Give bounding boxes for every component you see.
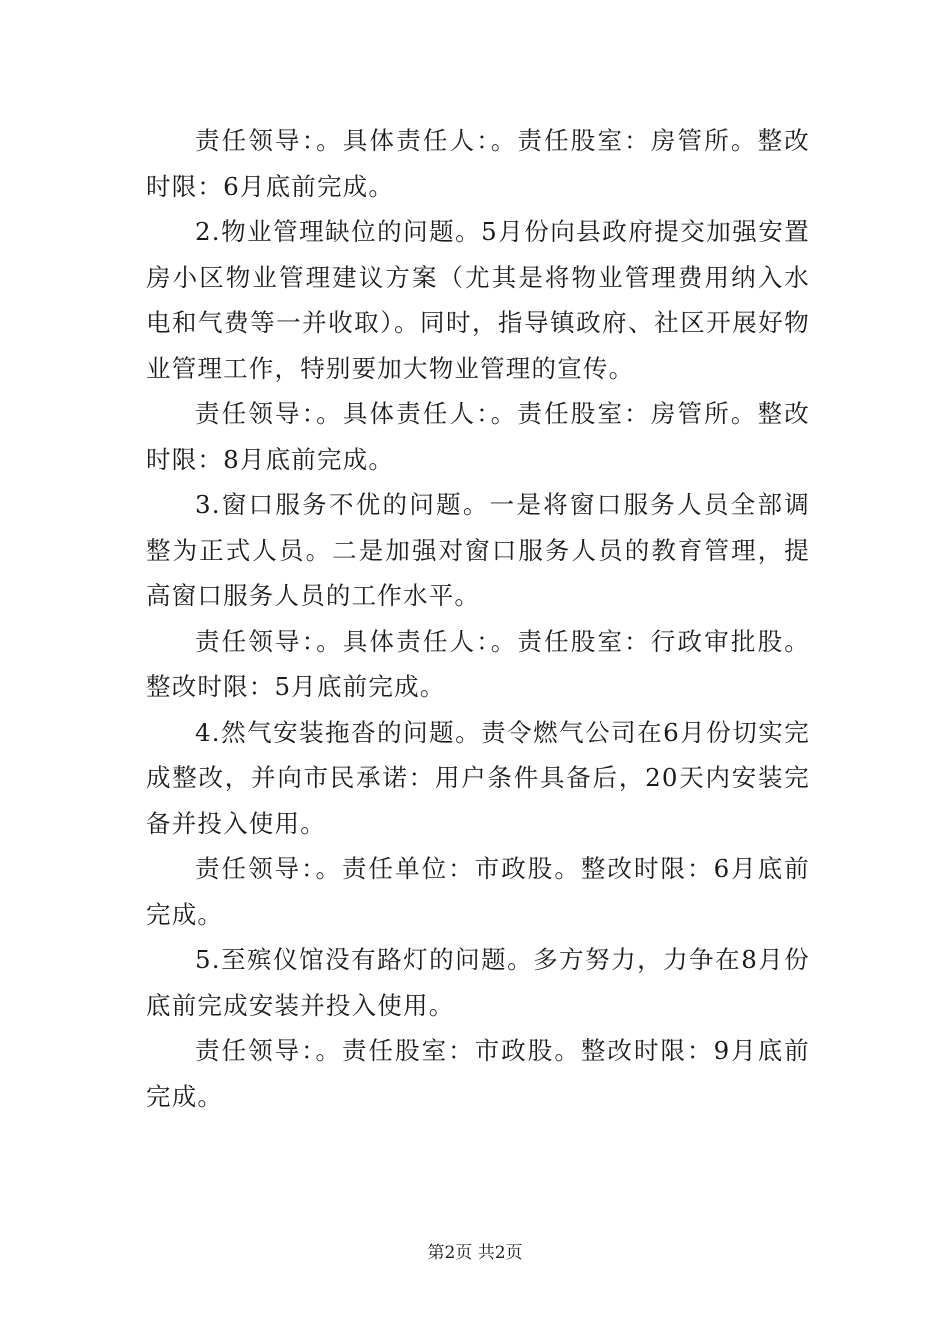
paragraph-item-4: 4.然气安装拖沓的问题。责令燃气公司在6月份切实完成整改，并向市民承诺：用户条件具备后，20天内安装完备并投入使用。 xyxy=(146,717,810,838)
paragraph-item-3: 3.窗口服务不优的问题。一是将窗口服务人员全部调整为正式人员。二是加强对窗口服务人员的教育管理，提高窗口服务人员的工作水平。 xyxy=(146,490,810,610)
paragraph-responsibility-5: 责任领导：。责任股室：市政股。整改时限：9月底前完成。 xyxy=(146,1036,810,1111)
paragraph-responsibility-1: 责任领导：。具体责任人：。责任股室：房管所。整改时限：6月底前完成。 xyxy=(146,126,810,201)
paragraph-item-2: 2.物业管理缺位的问题。5月份向县政府提交加强安置房小区物业管理建议方案（尤其是将物业管理费用纳入水电和气费等一并收取）。同时，指导镇政府、社区开展好物业管理工作，特别要加大物业管理的宣传。 xyxy=(146,217,810,383)
paragraph-responsibility-4: 责任领导：。责任单位：市政股。整改时限：6月底前完成。 xyxy=(146,854,810,929)
document-body xyxy=(146,118,810,1119)
page-number-footer: 第2页 共2页 xyxy=(427,1243,523,1263)
paragraph-item-5: 5.至殡仪馆没有路灯的问题。多方努力，力争在8月份底前完成安装并投入使用。 xyxy=(146,945,810,1020)
paragraph-responsibility-3: 责任领导：。具体责任人：。责任股室：行政审批股。整改时限：5月底前完成。 xyxy=(146,626,810,701)
paragraph-responsibility-2: 责任领导：。具体责任人：。责任股室：房管所。整改时限：8月底前完成。 xyxy=(146,399,810,474)
